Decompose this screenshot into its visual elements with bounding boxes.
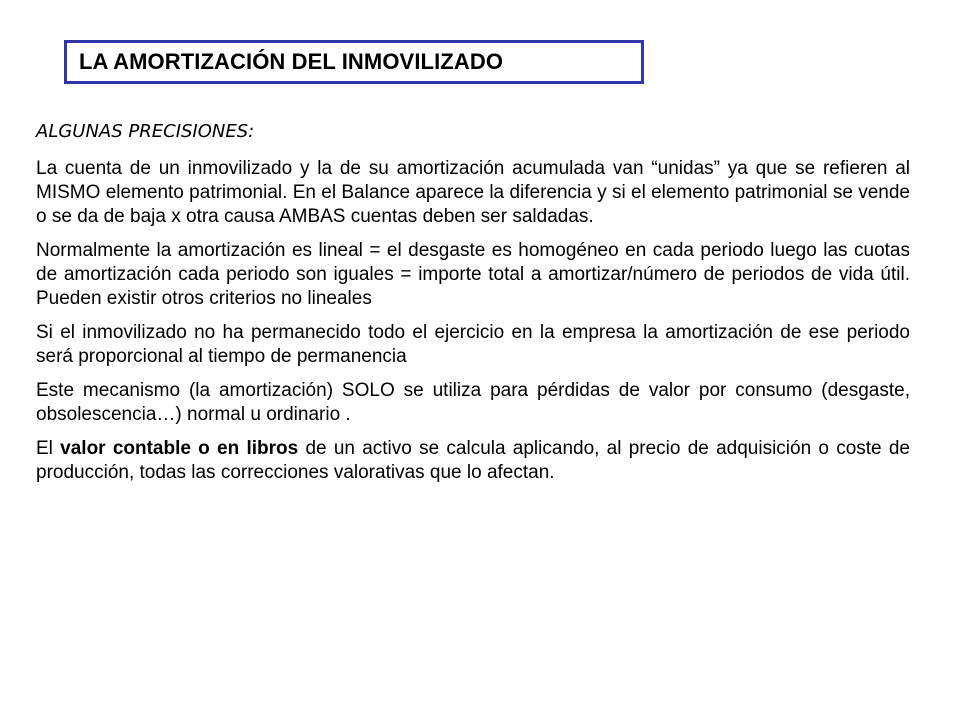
paragraph-5-end: de un activo se calcula aplicando, al precio de adquisición o coste de producción, todas las correcciones valorativas que lo afectan. (36, 438, 910, 483)
paragraph-3: Si el inmovilizado no ha permanecido todo el ejercicio en la empresa la amortización de ese periodo será proporcional al tiempo de permanencia (36, 322, 910, 367)
content-body (36, 120, 910, 495)
paragraph-5-bold-term: valor contable o en libros (60, 438, 299, 459)
paragraph-1: La cuenta de un inmovilizado y la de su amortización acumulada van “unidas” ya que se refieren al MISMO elemento patrimonial. En el Balance aparece la diferencia y si el elemento patrimonial se vende o se da de baja x otra causa AMBAS cuentas deben ser saldadas. (36, 158, 910, 227)
section-subtitle: ALGUNAS PRECISIONES: (36, 121, 255, 142)
paragraph-4: Este mecanismo (la amortización) SOLO se utiliza para pérdidas de valor por consumo (desgaste, obsolescencia…) normal u ordinario . (36, 380, 910, 425)
paragraph-5 (36, 437, 910, 485)
paragraph-2: Normalmente la amortización es lineal = el desgaste es homogéneo en cada periodo luego las cuotas de amortización cada periodo son iguales = importe total a amortizar/número de periodos de vida útil. Pueden existir otros criterios no lineales (36, 240, 910, 309)
paragraph-5-start: El (36, 438, 61, 459)
page-title: LA AMORTIZACIÓN DEL INMOVILIZADO (79, 49, 504, 74)
title-box (64, 40, 644, 84)
